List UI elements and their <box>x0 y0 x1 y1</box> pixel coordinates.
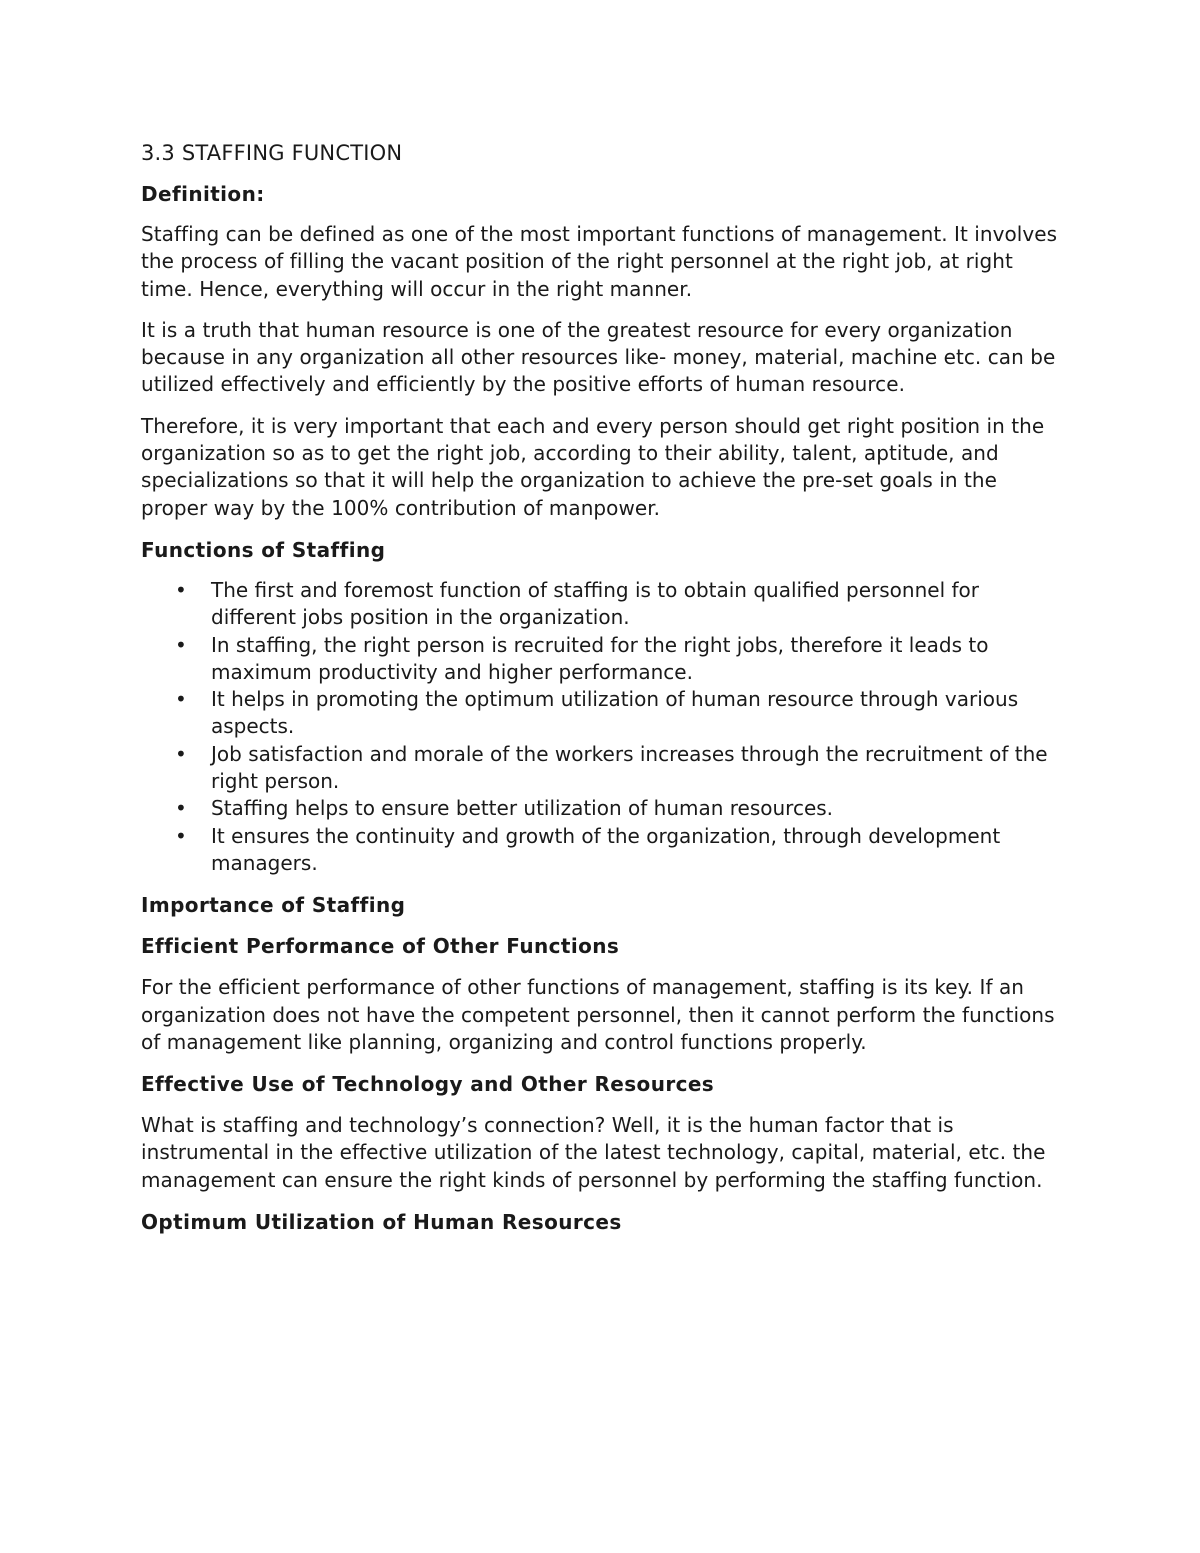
definition-heading: Definition: <box>141 182 265 206</box>
list-item <box>141 632 1061 687</box>
bullet-icon: • <box>175 687 187 712</box>
list-item-text: It helps in promoting the optimum utilization of human resource through various aspects. <box>211 687 1019 739</box>
bullet-icon: • <box>175 796 187 821</box>
technology-paragraph: What is staffing and technology’s connection? Well, it is the human factor that is instrumental in the effective utilization of the latest technology, capital, material, etc. the management can ensure the right kinds of personnel by performing the staffing function. <box>141 1113 1046 1192</box>
efficient-performance-heading: Efficient Performance of Other Functions <box>141 934 620 959</box>
definition-paragraph-3: Therefore, it is very important that each and every person should get right position in the organization so as to get the right job, according to their ability, talent, aptitude, and specializations so that it will help the organization to achieve the pre-set goals in the proper way by the 100% contribution of manpower. <box>141 413 1045 520</box>
list-item-text: The first and foremost function of staffing is to obtain qualified personnel for different jobs position in the organization. <box>211 577 979 630</box>
list-item <box>141 686 1061 741</box>
efficient-performance-paragraph: For the efficient performance of other functions of management, staffing is its key. If an organization does not have the competent personnel, then it cannot perform the functions of management like planning, organizing and control functions properly. <box>141 975 1055 1054</box>
definition-paragraph-2: It is a truth that human resource is one of the greatest resource for every organization because in any organization all other resources like- money, material, machine etc. can be utilized effectively and efficiently by the positive efforts of human resource. <box>141 317 1056 397</box>
functions-heading: Functions of Staffing <box>141 537 386 562</box>
bullet-icon: • <box>175 741 187 766</box>
list-item-text: It ensures the continuity and growth of the organization, through development managers. <box>211 823 1001 875</box>
list-item-text: Job satisfaction and morale of the workers increases through the recruitment of the right person. <box>211 741 1048 794</box>
technology-heading: Effective Use of Technology and Other Resources <box>141 1072 715 1097</box>
document-page <box>141 138 1061 1249</box>
functions-list <box>141 577 1061 877</box>
bullet-icon: • <box>175 632 187 657</box>
bullet-icon: • <box>175 577 187 602</box>
bullet-icon: • <box>175 823 187 848</box>
definition-paragraph-1: Staffing can be defined as one of the most important functions of management. It involves the process of filling the vacant position of the right personnel at the right job, at right time. Hence, everything will occur in the right manner. <box>141 222 1058 301</box>
list-item <box>141 823 1061 878</box>
list-item-text: In staffing, the right person is recruited for the right jobs, therefore it leads to maximum productivity and higher performance. <box>211 632 989 684</box>
list-item <box>141 577 1061 632</box>
importance-heading: Importance of Staffing <box>141 893 406 918</box>
list-item <box>141 741 1061 796</box>
optimum-utilization-heading: Optimum Utilization of Human Resources <box>141 1210 622 1235</box>
list-item <box>141 795 1061 822</box>
section-title: 3.3 STAFFING FUNCTION <box>141 141 403 165</box>
list-item-text: Staffing helps to ensure better utilization of human resources. <box>211 796 834 821</box>
